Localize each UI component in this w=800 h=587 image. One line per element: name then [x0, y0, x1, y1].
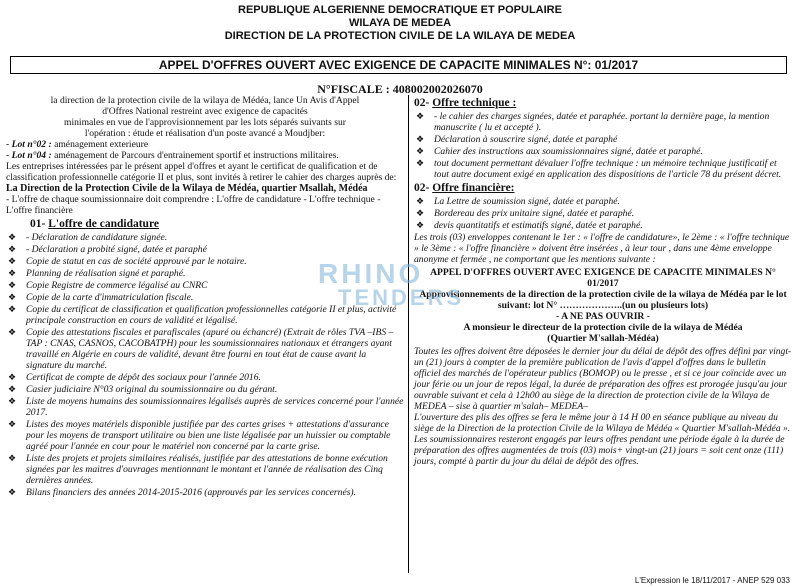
- lot-4-label: - Lot n°04 :: [6, 150, 52, 161]
- watermark-line: TENDERS: [338, 285, 465, 310]
- diamond-bullet-icon: ❖: [8, 268, 17, 278]
- diamond-bullet-icon: ❖: [8, 372, 17, 382]
- diamond-bullet-icon: ❖: [416, 146, 425, 156]
- diamond-bullet-icon: ❖: [8, 244, 17, 254]
- lot-2-label: - Lot n°02 :: [6, 139, 52, 150]
- lot-2: [6, 139, 404, 150]
- footer-source: L'Expression le 18/11/2017 - ANEP 529 033: [634, 576, 790, 585]
- list-item: ❖ - le cahier des charges signées, datée et paraphée. portant la dernière page, la mention manuscrite ( lu et accepté ).: [416, 111, 770, 133]
- envelope-lot: Approvisionnements de la direction de la protection civile de la wilaya de Médéa par le lot suivant: lot N° ………………..(un ou plusieurs lots): [419, 289, 787, 311]
- section-number: 01-: [30, 218, 46, 230]
- fiscal-number: N°FISCALE : 408002002026070: [317, 82, 483, 96]
- envelope-title: APPEL D'OFFRES OUVERT AVEC EXIGENCE DE CAPACITE MINIMALES N° 01/2017: [430, 267, 776, 289]
- intro: [6, 95, 404, 139]
- diamond-bullet-icon: ❖: [8, 280, 17, 290]
- envelope-warning: - A NE PAS OUVRIR -: [556, 311, 650, 322]
- right-column: [414, 95, 792, 585]
- diamond-bullet-icon: ❖: [8, 419, 17, 429]
- list-item: ❖ Copie de statut en cas de société approuvé par le notaire.: [8, 256, 247, 267]
- list-item: ❖ - Déclaration de candidature signée.: [8, 232, 168, 243]
- section-number: 02-: [414, 97, 430, 109]
- direction-address: La Direction de la Protection Civile de la Wilaya de Médéa, quartier Msallah, Médéa: [6, 183, 368, 194]
- diamond-bullet-icon: ❖: [8, 256, 17, 266]
- intro-line: l'opération : étude et réalisation d'un poste avancé a Moudjber:: [84, 128, 326, 139]
- diamond-bullet-icon: ❖: [8, 232, 17, 242]
- envelope-address: A monsieur le directeur de la protection civile de la wilaya de Médéa: [463, 322, 743, 333]
- offer-composition: - L'offre de chaque soumissionnaire doit comprendre : L'offre de candidature - L'offre technique - L'offre financière: [6, 194, 381, 216]
- list-item: ❖ La Lettre de soumission signé, datée et paraphé.: [416, 196, 620, 207]
- list-item: ❖ Copie Registre de commerce légalisé au CNRC: [8, 280, 208, 291]
- section-technique-heading: [414, 96, 792, 110]
- column-divider: [408, 95, 409, 573]
- envelopes-text: Les trois (03) enveloppes contenant le 1er : « l'offre de candidature», le 2ème : « l'offre technique » le 3ème : « l'offre financière » doivent être insérées , à leur tour , dans une 4ème enveloppe anonyme et fermée , ne comportant que les mentions suivante :: [414, 232, 790, 265]
- diamond-bullet-icon: ❖: [8, 453, 17, 463]
- list-item: ❖ devis quantitatifs et estimatifs signé, datée et paraphé.: [416, 220, 643, 231]
- list-item: ❖ Copie du certificat de classification et qualification professionnelles catégorie II et plus, activité principale construction en cours de validité et légalisé.: [8, 304, 397, 326]
- list-item: ❖ Bordereau des prix unitaire signé, datée et paraphé.: [416, 208, 635, 219]
- submission-deadline: Toutes les offres doivent être déposées le dernier jour du délai de dépôt des offres défini par vingt-un (21) jours à compter de la première publication de l'avis d'appel d'offres dans le bulletin officiel des marchés de l'opérateur publics (BOMOP) ou le presse , et si ce jour coïncide avec un jour férie ou un jour de repos légal, la durée de préparation des offres est prorogée jusqu'au jour ouvrable suivant et cela à 12h00 au siège de la direction de protection civile de la Wilaya de MEDEA – sise à quartier m'salah– MEDEA–: [414, 346, 792, 412]
- left-column: [6, 95, 404, 585]
- lot-4: [6, 150, 404, 161]
- lot-4-text: aménagement de Parcours d'entrainement sportif et instructions militaires.: [51, 150, 339, 161]
- diamond-bullet-icon: ❖: [416, 196, 425, 206]
- watermark-logo: [318, 258, 465, 310]
- page-title: APPEL D'OFFRES OUVERT AVEC EXIGENCE DE CAPACITE MINIMALES N°: 01/2017: [10, 56, 787, 74]
- list-item: ❖ Copie de la carte d'immatriculation fiscale.: [8, 292, 194, 303]
- diamond-bullet-icon: ❖: [416, 134, 425, 144]
- intro-line: la direction de la protection civile de la wilaya de Médéa, lance Un Avis d'Appel: [50, 95, 360, 106]
- intro-line: d'Offres National restreint avec exigence de capacités: [102, 106, 308, 117]
- diamond-bullet-icon: ❖: [416, 158, 425, 168]
- section-financiere-heading: [414, 181, 792, 195]
- section-title: Offre financière:: [432, 182, 515, 194]
- section-number: 02-: [414, 182, 430, 194]
- technique-list: [414, 111, 792, 180]
- list-item: ❖ tout document permettant dévaluer l'offre technique : un mémoire technique justificatif et tout autre document exigé en application des dispositions de l'article 78 du présent décret.: [416, 158, 782, 180]
- list-item: ❖ Planning de réalisation signé et paraphé.: [8, 268, 186, 279]
- diamond-bullet-icon: ❖: [416, 220, 425, 230]
- diamond-bullet-icon: ❖: [8, 396, 17, 406]
- list-item: ❖ Certificat de compte de dépôt des sociaux pour l'année 2016.: [8, 372, 261, 383]
- eligibility-text: Les entreprises intéressées par le présent appel d'offres et ayant le certificat de qualification et de classification professionnelle catégorie II et plus, sont invités à retirer le cahier des charges auprès de:: [6, 161, 397, 183]
- diamond-bullet-icon: ❖: [8, 292, 17, 302]
- list-item: ❖ Cahier des instructions aux soumissionnaires signé, datée et paraphé.: [416, 146, 703, 157]
- section-title: L'offre de candidature: [48, 218, 159, 230]
- list-item: ❖ Déclaration à souscrire signé, datée et paraphé: [416, 134, 618, 145]
- diamond-bullet-icon: ❖: [416, 208, 425, 218]
- diamond-bullet-icon: ❖: [8, 327, 17, 337]
- intro-line: minimales en vue de l'approvisionnement par les lots séparés suivants sur: [63, 117, 347, 128]
- diamond-bullet-icon: ❖: [416, 111, 425, 121]
- envelope-quarter: (Quartier M'sallah-Médéa): [547, 333, 659, 344]
- opening-text: L'ouverture des plis des offres se fera le même jour à 14 H 00 en séance publique au niveau du siège de la Direction de la protection Civile de la Wilaya de Médéa « Quartier M'sallah-Médéa ». Les soumissionnaires resteront engagés par leurs offres pendant une période égale à la durée de préparation des offres augmentées de trois (03) mois+ vingt-un (21) jours = soit cent onze (111) jours, compté à partir du jour du délai de dépôt des offres.: [414, 412, 791, 467]
- diamond-bullet-icon: ❖: [8, 304, 17, 314]
- diamond-bullet-icon: ❖: [8, 487, 17, 497]
- watermark-line: RHINO: [318, 258, 424, 289]
- list-item: ❖ Listes des moyes matériels disponible justifiée par des cartes grises + attestations d'assurance pour les moyens de transport utilitaire ou bien une liste légalisée par un huissier ou comptable agréé pour l'année en cour pour le matériel non concerné par la carte grise.: [8, 419, 391, 452]
- list-item: ❖ Liste des projets et projets similaires réalisés, justifiée par des attestations de bonne exécution signées par les maitres d'ouvrages mentionnant le montant et l'année de réalisation des Cinq dernières années.: [8, 453, 388, 486]
- list-item: ❖ Copie des attestations fiscales et parafiscales (apuré ou échancré) (Extrait de rôles TVA –IBS –TAP : CNAS, CASNOS, CACOBATPH) pour les soumissionnaires nationaux et étrangers ayant travaillé en Algérie en cours de validité, devant être fourni en tout état de cause avant la signature du marché.: [8, 327, 394, 371]
- list-item: ❖ Bilans financiers des années 2014-2015-2016 (approuvés par les services concernés).: [8, 487, 357, 498]
- header-wilaya: WILAYA DE MEDEA: [348, 17, 452, 29]
- header-direction: DIRECTION DE LA PROTECTION CIVILE DE LA WILAYA DE MEDEA: [224, 30, 576, 42]
- list-item: ❖ - Déclaration a probité signé, datée et paraphé: [8, 244, 207, 255]
- financiere-list: [414, 196, 792, 231]
- list-item: ❖ Casier judiciaire N°03 original du soumissionnaire ou du gérant.: [8, 384, 278, 395]
- section-candidature-heading: [6, 217, 404, 231]
- section-title: Offre technique :: [432, 97, 517, 109]
- header-republic: REPUBLIQUE ALGERIENNE DEMOCRATIQUE ET POPULAIRE: [238, 4, 562, 16]
- lot-2-text: aménagement exterieure: [51, 139, 149, 150]
- diamond-bullet-icon: ❖: [8, 384, 17, 394]
- list-item: ❖ Liste de moyens humains des soumissionnaires légalisés auprès de services concerné pour l'année 2017.: [8, 396, 404, 418]
